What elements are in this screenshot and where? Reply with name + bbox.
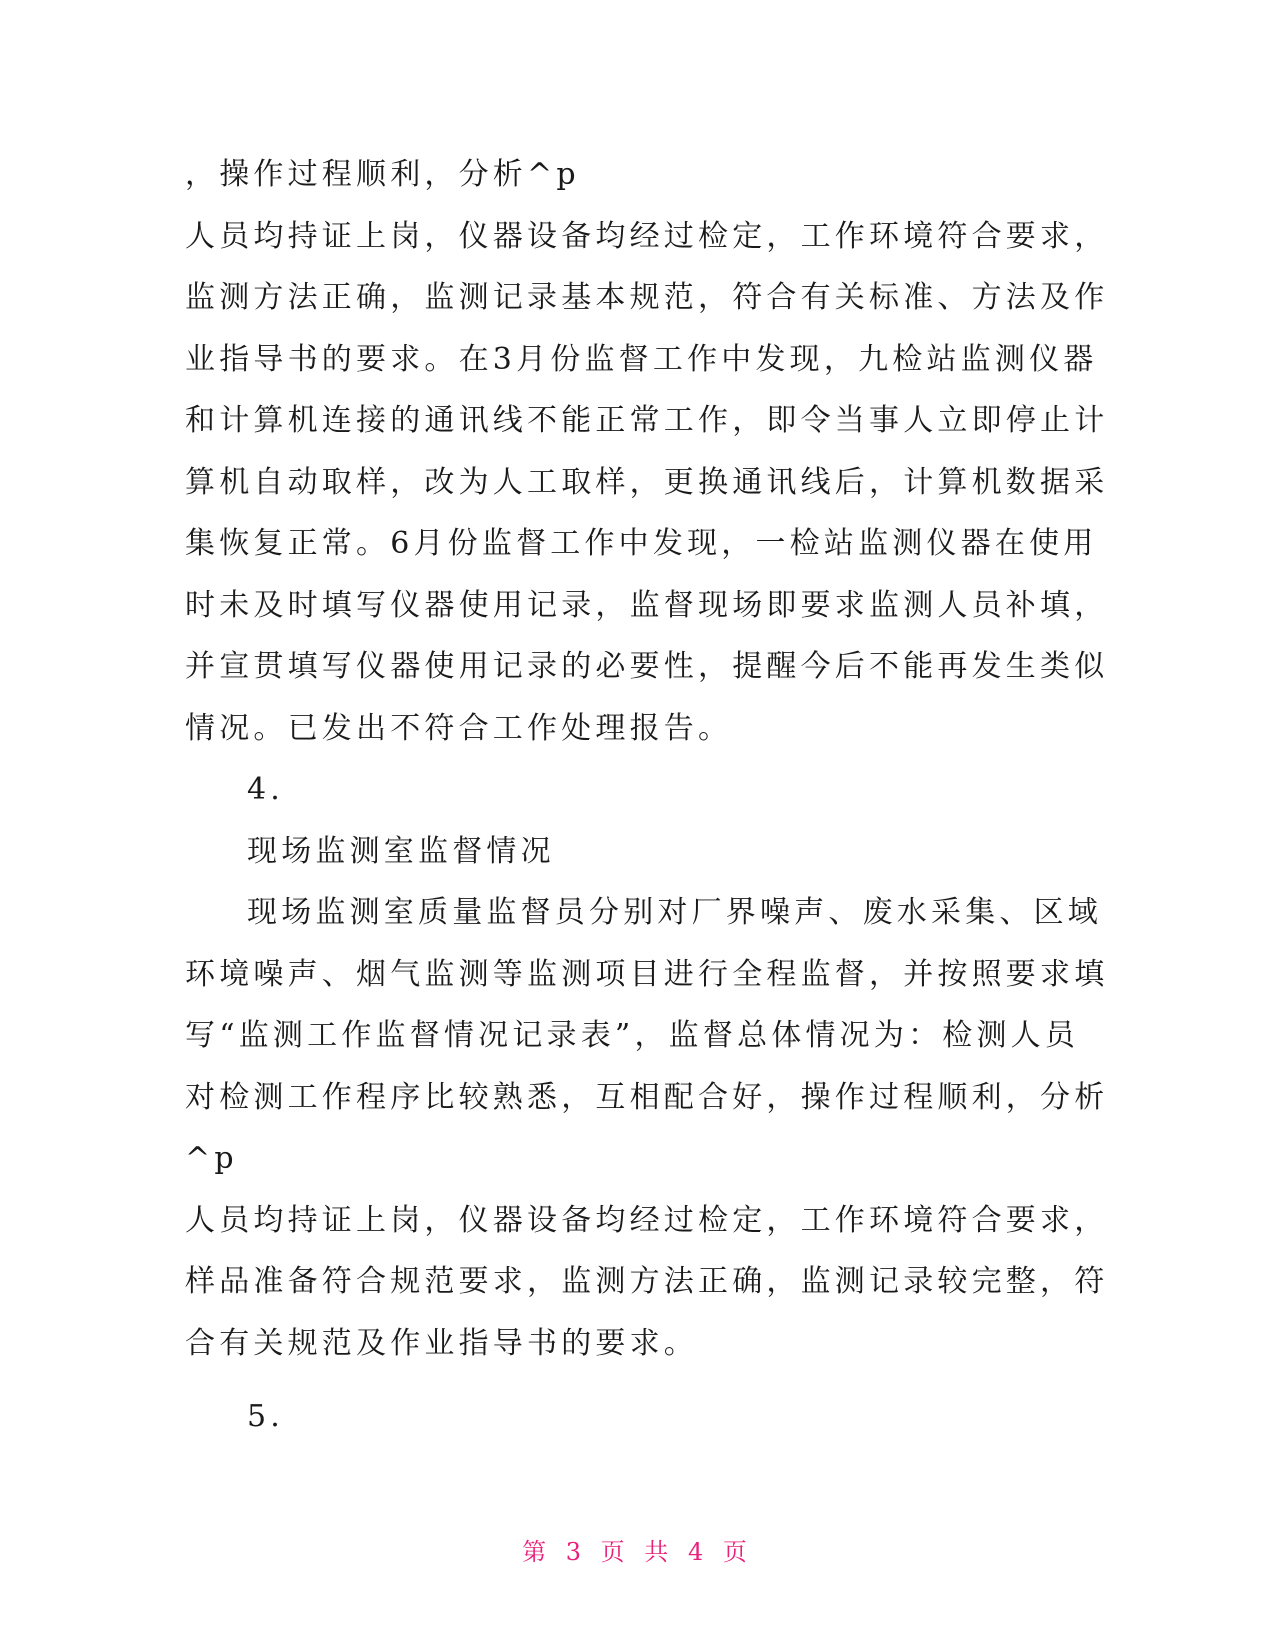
- body-line: 人员均持证上岗，仪器设备均经过检定，工作环境符合要求，: [185, 218, 1109, 254]
- section-heading: 现场监测室监督情况: [247, 833, 555, 869]
- page-footer: 第 3 页 共 4 页: [522, 1538, 753, 1566]
- body-line: 集恢复正常。6月份监督工作中发现，一检站监测仪器在使用: [185, 526, 1098, 561]
- body-line: 监测方法正确，监测记录基本规范，符合有关标准、方法及作: [185, 280, 1109, 315]
- paragraph-gap: [185, 1374, 1055, 1386]
- section-number: 4.: [247, 772, 285, 807]
- body-line: 样品准备符合规范要求，监测方法正确，监测记录较完整，符: [185, 1264, 1109, 1299]
- body-line: 情况。已发出不符合工作处理报告。: [185, 710, 733, 746]
- body-line: 环境噪声、烟气监测等监测项目进行全程监督，并按照要求填: [185, 956, 1109, 992]
- body-line: 并宣贯填写仪器使用记录的必要性，提醒今后不能再发生类似: [185, 649, 1109, 684]
- body-line: 人员均持证上岗，仪器设备均经过检定，工作环境符合要求，: [185, 1202, 1109, 1238]
- body-line: 现场监测室质量监督员分别对厂界噪声、废水采集、区域: [247, 895, 1102, 930]
- body-line: 时未及时填写仪器使用记录，监督现场即要求监测人员补填，: [185, 587, 1109, 623]
- body-line: 算机自动取样，改为人工取样，更换通讯线后，计算机数据采: [185, 464, 1109, 500]
- body-line: ^p: [185, 1141, 238, 1176]
- body-line: ，操作过程顺利，分析^p: [185, 157, 580, 192]
- body-line: 业指导书的要求。在3月份监督工作中发现，九检站监测仪器: [185, 341, 1098, 377]
- section-number: 5.: [247, 1399, 285, 1434]
- body-line: 和计算机连接的通讯线不能正常工作，即令当事人立即停止计: [185, 403, 1109, 438]
- body-line: 对检测工作程序比较熟悉，互相配合好，操作过程顺利，分析: [185, 1079, 1109, 1115]
- document-body: [185, 144, 1109, 1448]
- body-line: 写“监测工作监督情况记录表”，监督总体情况为：检测人员: [185, 1018, 1080, 1053]
- body-line: 合有关规范及作业指导书的要求。: [185, 1325, 698, 1361]
